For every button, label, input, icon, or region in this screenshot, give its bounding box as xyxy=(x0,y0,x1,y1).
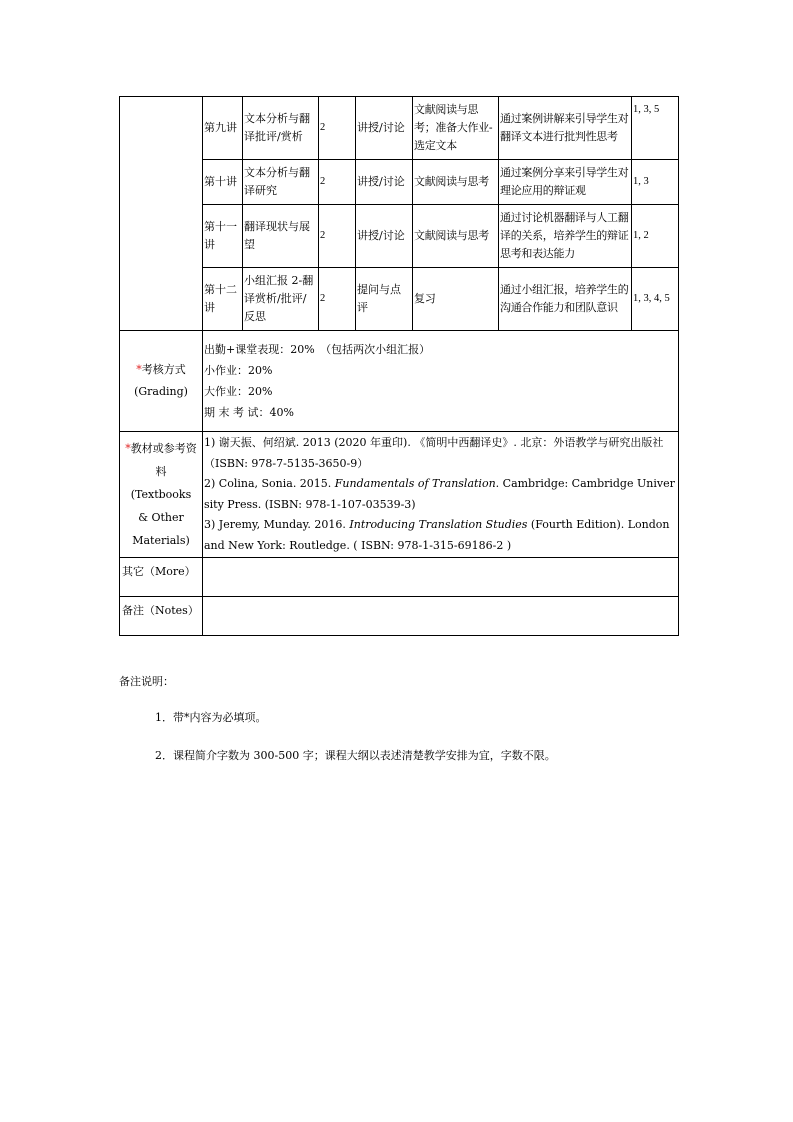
objectives-cell: 1, 3 xyxy=(632,160,679,205)
reference-item: 1) 谢天振、何绍斌. 2013 (2020 年重印). 《简明中西翻译史》. 北京：外语教学与研究出版社（ISBN: 978-7-5135-3650-9） xyxy=(204,436,664,470)
goal-cell: 通过讨论机器翻译与人工翻译的关系，培养学生的辩证思考和表达能力 xyxy=(499,205,632,268)
remarks-item: 2．课程简介字数为 300-500 字；课程大纲以表述清楚教学安排为宜，字数不限。 xyxy=(155,749,556,762)
hours-cell: 2 xyxy=(319,205,356,268)
grading-row xyxy=(120,331,679,432)
more-label: 其它（More） xyxy=(120,558,203,597)
hours-cell: 2 xyxy=(319,97,356,160)
topic-cell: 文本分析与翻译批评/赏析 xyxy=(243,97,319,160)
required-asterisk: * xyxy=(136,363,142,376)
objectives-cell: 1, 2 xyxy=(632,205,679,268)
textbooks-content xyxy=(203,432,679,558)
textbooks-label-cn: 教材或参考资料 xyxy=(130,442,197,478)
remarks-section xyxy=(119,672,679,762)
lecture-cell: 第十讲 xyxy=(203,160,243,205)
schedule-row xyxy=(120,160,679,205)
book-title: Introducing Translation Studies xyxy=(349,518,528,531)
grading-line: 出勤+课堂表现：20% （包括两次小组汇报） xyxy=(204,343,431,356)
homework-cell: 文献阅读与思考；准备大作业-选定文本 xyxy=(413,97,499,160)
topic-cell: 翻译现状与展望 xyxy=(243,205,319,268)
grading-label-en: (Grading) xyxy=(134,385,188,398)
topic-cell: 小组汇报 2-翻译赏析/批评/反思 xyxy=(243,268,319,331)
syllabus-table xyxy=(119,96,679,636)
hours-cell: 2 xyxy=(319,268,356,331)
book-title: Fundamentals of Translation xyxy=(334,477,496,490)
objectives-cell: 1, 3, 5 xyxy=(632,97,679,160)
reference-item: 3) Jeremy, Munday. 2016. Introducing Translation Studies (Fourth Edition). London and New York: Routledge. ( ISBN: 978-1-315-69186-2 ) xyxy=(204,518,670,552)
grading-label xyxy=(120,331,203,432)
remarks-title: 备注说明： xyxy=(119,675,174,688)
goal-cell: 通过案例分享来引导学生对理论应用的辩证观 xyxy=(499,160,632,205)
method-cell: 讲授/讨论 xyxy=(356,97,413,160)
blank-left-cell xyxy=(120,97,203,331)
more-content xyxy=(203,558,679,597)
homework-cell: 复习 xyxy=(413,268,499,331)
schedule-row xyxy=(120,268,679,331)
homework-cell: 文献阅读与思考 xyxy=(413,160,499,205)
lecture-cell: 第十一讲 xyxy=(203,205,243,268)
grading-line: 期 末 考 试：40% xyxy=(204,406,294,419)
notes-row xyxy=(120,597,679,636)
notes-label: 备注（Notes） xyxy=(120,597,203,636)
remarks-item: 1．带*内容为必填项。 xyxy=(155,711,267,724)
grading-label-cn: 考核方式 xyxy=(141,363,186,376)
lecture-cell: 第十二讲 xyxy=(203,268,243,331)
topic-cell: 文本分析与翻译研究 xyxy=(243,160,319,205)
textbooks-row xyxy=(120,432,679,558)
textbooks-label xyxy=(120,432,203,558)
method-cell: 讲授/讨论 xyxy=(356,205,413,268)
required-asterisk: * xyxy=(125,442,131,455)
schedule-row xyxy=(120,205,679,268)
grading-content xyxy=(203,331,679,432)
goal-cell: 通过小组汇报，培养学生的沟通合作能力和团队意识 xyxy=(499,268,632,331)
goal-cell: 通过案例讲解来引导学生对翻译文本进行批判性思考 xyxy=(499,97,632,160)
grading-line: 大作业：20% xyxy=(204,385,273,398)
textbooks-label-en-2: & Other xyxy=(138,511,184,524)
homework-cell: 文献阅读与思考 xyxy=(413,205,499,268)
method-cell: 讲授/讨论 xyxy=(356,160,413,205)
reference-item: 2) Colina, Sonia. 2015. Fundamentals of Translation. Cambridge: Cambridge University Press. (ISBN: 978-1-107-03539-3) xyxy=(204,477,675,511)
grading-line: 小作业：20% xyxy=(204,364,273,377)
schedule-row xyxy=(120,97,679,160)
objectives-cell: 1, 3, 4, 5 xyxy=(632,268,679,331)
textbooks-label-en-3: Materials) xyxy=(132,534,190,547)
lecture-cell: 第九讲 xyxy=(203,97,243,160)
hours-cell: 2 xyxy=(319,160,356,205)
textbooks-label-en-1: (Textbooks xyxy=(130,488,192,501)
notes-content xyxy=(203,597,679,636)
more-row xyxy=(120,558,679,597)
method-cell: 提问与点评 xyxy=(356,268,413,331)
